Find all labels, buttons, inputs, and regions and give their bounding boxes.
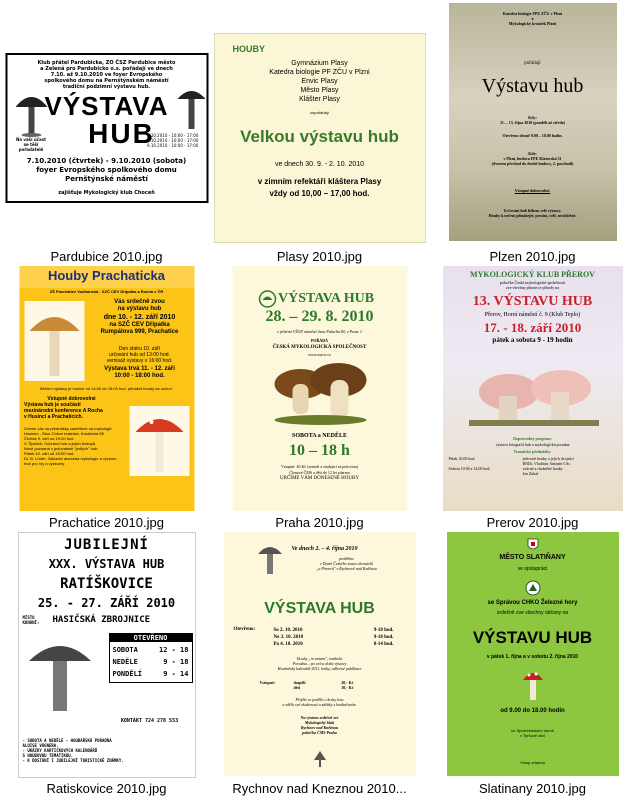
mushroom-drawing-icon xyxy=(24,301,84,381)
poster-prachatice[interactable] xyxy=(19,266,194,511)
poster-prerov[interactable] xyxy=(443,266,623,511)
poster-title: HUB xyxy=(88,118,155,149)
poster-date: dne 10. - 12. září 2010 xyxy=(103,314,176,321)
grid-cell-plasy[interactable] xyxy=(213,0,426,266)
poster-text: POŘÁDÁ xyxy=(310,338,329,343)
poster-slatinany[interactable] xyxy=(447,532,619,776)
poster-hours: 9 - 14 xyxy=(163,670,189,678)
poster-title: Výstavu hub xyxy=(481,75,584,97)
poster-text-line: spolkového domu na Pernštýnském náměstí xyxy=(44,78,169,84)
poster-text: jedovaté houby a jejich dvojníci xyxy=(522,456,574,461)
poster-text: Kdy: xyxy=(528,115,537,120)
poster-plzen[interactable] xyxy=(449,3,617,241)
poster-venue: v zimním refektáři kláštera Plasy xyxy=(257,177,382,186)
poster-text: Vstupné: 40 Kč (senioři a studující za polovinu) xyxy=(281,464,358,469)
poster-text: a xyxy=(531,16,534,21)
grid-cell-rychnov[interactable] xyxy=(213,532,426,798)
cms-logo-icon xyxy=(258,290,276,308)
poster-text: děti xyxy=(293,685,300,690)
mushroom-drawing-icon xyxy=(25,631,95,716)
poster-text: Členové ČMS a děti do 12 let zdarma xyxy=(289,470,350,475)
poster-rychnov[interactable] xyxy=(224,532,416,776)
poster-hours: 8.10.2010 - 10:00 - 17:00 xyxy=(147,138,199,143)
grid-cell-plzen[interactable] xyxy=(426,0,639,266)
poster-text: Otevřeno: xyxy=(233,627,256,632)
poster-venue: foyer Evropského spolkového domu xyxy=(36,166,177,174)
poster-organizer: Klášter Plasy xyxy=(299,96,340,103)
poster-hours: 8-14 hod. xyxy=(373,642,394,647)
image-caption[interactable]: Ratiskovice 2010.jpg xyxy=(46,781,167,796)
poster-text: Výstava hub je součástí xyxy=(24,402,81,408)
poster-title: Velkou výstavu hub xyxy=(240,127,399,146)
poster-organizer: Rychnov nad Kněžnou xyxy=(300,725,339,730)
poster-text: Husinec - Sbor Církve bratrské, Kostnická 85 xyxy=(24,431,104,436)
poster-text: V. Špaček: Ochrana hub a jejich biotopů. xyxy=(24,441,97,446)
poster-venue: Rumpálova 999, Prachatice xyxy=(100,329,179,335)
poster-venue: v přízemí VŠUP, náměstí Jana Palacha 80, v Praze 1 xyxy=(277,329,362,334)
image-caption[interactable]: Plzen 2010.jpg xyxy=(489,249,576,264)
poster-hours: pátek a sobota 9 - 19 hodin xyxy=(492,336,573,344)
poster-contact: KONTAKT 724 278 553 xyxy=(120,718,179,724)
poster-venue: na SZČ CEV Dřípatka xyxy=(109,322,170,328)
poster-text-line: tradiční podzimní výstavu hub. xyxy=(62,84,151,90)
poster-text: URČÍME VÁM DONESENÉ HOUBY xyxy=(280,476,359,481)
poster-text: KONÁNÍ: xyxy=(22,620,40,625)
image-caption[interactable]: Plasy 2010.jpg xyxy=(276,249,363,264)
poster-text: Výstava trvá 11. - 12. září xyxy=(104,366,175,372)
poster-text: Určování hub během celé výstavy. xyxy=(503,208,562,213)
poster-text: uspořádají xyxy=(310,110,329,115)
poster-text: www.myco.cz xyxy=(308,352,331,357)
poster-text: vzácné a chráněné houby xyxy=(522,466,563,471)
poster-text: Vstupné dobrovolné xyxy=(47,396,96,402)
mushroom-drawing-icon xyxy=(129,406,189,476)
mushroom-photo-icon xyxy=(469,366,599,426)
poster-text: Tematické přednášky: xyxy=(513,449,552,454)
poster-organizer: zajišťuje Mykologický klub Choceň xyxy=(58,190,155,196)
poster-date: Ve dnech 2. – 4. října 2010 xyxy=(291,546,358,552)
poster-day: PONDĚLÍ xyxy=(112,670,143,678)
poster-day: NEDĚLE xyxy=(112,658,138,666)
poster-text: Houbařský kalendář 2011, knihy, odborné publikace xyxy=(277,666,362,671)
image-caption[interactable]: Rychnov nad Kneznou 2010... xyxy=(232,781,407,796)
poster-title: VÝSTAVA HUB xyxy=(278,291,375,306)
poster-organizer: se Správou CHKO Železné hory xyxy=(487,600,578,606)
poster-text: Dr. B. Lüder: Základní abeceda mykologie a výzkum hub pro hry a výzkumy. xyxy=(24,456,117,466)
poster-text: proběhne xyxy=(339,556,354,561)
mushroom-photo-icon xyxy=(521,668,545,702)
poster-title: VÝSTAVA HUB xyxy=(264,600,375,617)
tree-emblem-icon xyxy=(312,750,328,768)
poster-text: srdečně zve všechny občany na xyxy=(496,610,569,616)
poster-text: v Husinci a Prachaticích. xyxy=(24,414,83,420)
poster-date: 7.10.2010 (čtvrtek) - 9.10.2010 (sobota) xyxy=(26,157,187,165)
poster-hours: od 9.00 do 18.00 hodin xyxy=(500,708,565,714)
poster-hours: 9-18 hod. xyxy=(373,628,394,633)
poster-hours-header: OTEVŘENO xyxy=(110,634,192,642)
town-crest-icon xyxy=(527,538,539,552)
poster-text: - SOBOTA A NEDĚLE - HOUBAŘSKÁ PORADNA xyxy=(22,738,112,743)
poster-title: XXX. VÝSTAVA HUB xyxy=(48,557,165,571)
poster-text: Vás srdečně zvou xyxy=(114,299,165,305)
poster-text: 10,- Kč xyxy=(341,685,354,690)
poster-text: mezinárodní konference A Rocha xyxy=(24,408,103,414)
image-caption[interactable]: Prachatice 2010.jpg xyxy=(49,515,164,530)
poster-text: Jan Zukal xyxy=(522,471,539,476)
poster-venue: v Tyršově ulici xyxy=(519,733,546,738)
poster-hours: 10:00 - 18:00 hod. xyxy=(114,373,165,379)
grid-cell-ratiskovice[interactable] xyxy=(0,532,213,798)
poster-text: a sdělit své zkušenosti a zážitky s houbařením. xyxy=(282,702,357,707)
grid-cell-prerov[interactable] xyxy=(426,266,639,532)
poster-text: Den sběru 10. září xyxy=(118,346,161,352)
poster-venue: „u Pirnerů" v Rychnově nad Kněžnou xyxy=(316,566,377,571)
poster-organizer: Mykologický kroužek Plzeň xyxy=(508,21,557,26)
mushroom-drawing-icon xyxy=(256,542,284,576)
poster-text: pořádají xyxy=(524,61,541,66)
poster-hours: 9.10.2010 - 10:00 - 17:00 xyxy=(147,143,199,148)
poster-text: Pátek 10. září od 19:00 hod. xyxy=(24,451,75,456)
poster-text-line: a Zelená pro Pardubicko o.s. pořádají ve dnech xyxy=(40,66,173,72)
poster-text: Během výstavy je možné od 14:00 do 18:00 hod. přinášet houby na určení. xyxy=(40,386,173,391)
poster-text: RNDr. Vladimír Antonín CSc. xyxy=(522,461,571,466)
poster-organizer: MĚSTO SLATIŇANY xyxy=(499,554,566,561)
poster-venue: Pernštýnské náměstí xyxy=(65,175,148,183)
poster-text: Poradna – po celou dobu výstavy xyxy=(292,661,347,666)
poster-hours: 10 – 18 h xyxy=(289,442,350,459)
poster-title: RATÍŠKOVICE xyxy=(60,576,153,592)
poster-day: SOBOTA xyxy=(112,646,138,654)
poster-text: S HOUBOVOU TEMATIKOU. xyxy=(22,753,74,758)
poster-hours: 12 - 18 xyxy=(158,646,189,654)
poster-hours: vždy od 10,00 – 17,00 hod. xyxy=(269,189,370,198)
poster-date: Ne 3. 10. 2010 xyxy=(273,635,304,640)
poster-date: 28. – 29. 8. 2010 xyxy=(265,308,374,325)
poster-text: dospělí xyxy=(293,680,306,685)
image-caption[interactable]: Prerov 2010.jpg xyxy=(486,515,579,530)
poster-text: Vstup zdarma xyxy=(520,760,545,765)
grid-cell-slatinany[interactable] xyxy=(426,532,639,798)
poster-text: ve spolupráci xyxy=(517,566,548,572)
mushroom-photo-icon xyxy=(272,360,368,426)
grid-cell-pardubice[interactable] xyxy=(0,0,213,266)
poster-venue: v Plzni, budova FPE Klatovská 51 xyxy=(503,156,562,161)
poster-text: na výstavu hub xyxy=(117,306,162,312)
poster-ratiskovice[interactable] xyxy=(18,532,196,778)
poster-text: Nově poznaná v jedovatosti "jedlých" hub. xyxy=(24,446,99,451)
poster-hours: 7.10.2010 - 10:00 - 17:00 xyxy=(147,133,199,138)
poster-text: vernisáž výstavy v 16:00 hod. xyxy=(106,358,173,364)
poster-text: Vstupné: xyxy=(259,680,276,685)
poster-organizer: MYKOLOGICKÝ KLUB PŘEROV xyxy=(470,270,595,279)
poster-title: JUBILEJNÍ xyxy=(64,537,149,553)
poster-text: Houby „in natura", tombola xyxy=(296,656,343,661)
poster-venue: v Domě Českého svazu chovatelů xyxy=(319,561,374,566)
poster-organizer: Město Plasy xyxy=(300,87,339,94)
poster-pardubice[interactable] xyxy=(5,53,208,203)
poster-text: Vstupné dobrovolné. xyxy=(514,188,551,193)
poster-text: Přijďte se podělit o krásy lesa xyxy=(295,697,344,702)
poster-hours: 9 - 18 xyxy=(163,658,189,666)
poster-text: - K DOSTÁNÍ I JUBILEJNÍ TURISTICKÉ ZNÁMKY. xyxy=(22,758,124,763)
poster-title: VÝSTAVA xyxy=(44,91,169,121)
poster-title: 13. VÝSTAVU HUB xyxy=(472,294,593,309)
poster-venue: HASIČSKÁ ZBROJNICE xyxy=(52,615,151,625)
poster-organizer: ZŠ Prachatice Vodňanská - SZČ CEV Dřípatka a Rocha v ČR xyxy=(49,289,164,294)
poster-text: Zveme vás na přednášky zaměřené na mykologii: xyxy=(24,426,113,431)
poster-organizer: Envic Plasy xyxy=(301,78,338,85)
poster-text: Houby k určení přinášejte, prosím, celé, neočištěné. xyxy=(488,213,577,218)
poster-organizer: ČESKÁ MYKOLOGICKÁ SPOLEČNOST xyxy=(272,345,367,350)
poster-organizer: Mykologický klub xyxy=(304,720,335,725)
poster-text: - UKÁZKY KARTIČKOVÝCH KALENDÁŘŮ xyxy=(22,748,98,753)
poster-hours: 9-18 hod. xyxy=(373,635,394,640)
poster-text: výstava fotografií hub a mykologická poradna xyxy=(495,442,570,447)
poster-venue: Přerov, Horní náměstí č. 9 (Klub Teplo) xyxy=(484,312,581,318)
poster-title: VÝSTAVU HUB xyxy=(472,628,593,647)
poster-date: Po 4. 10. 2010 xyxy=(273,642,303,647)
poster-heading: HOUBY xyxy=(232,44,266,54)
poster-text: zve všechny příznivce přírody na xyxy=(505,285,560,290)
poster-title: Houby Prachaticka xyxy=(47,268,166,283)
poster-text: Na vaší účast se těší pořadatelé xyxy=(15,137,47,152)
poster-date: v pátek 1. října a v sobotu 2. října 2010 xyxy=(486,654,579,660)
poster-date: 11. – 13. října 2010 (pondělí až středa) xyxy=(500,120,565,125)
poster-text: určování hub od 13:00 hod. xyxy=(109,352,170,358)
grid-cell-praha[interactable] xyxy=(213,266,426,532)
poster-text: Doprovodný program: xyxy=(513,436,552,441)
image-caption[interactable]: Praha 2010.jpg xyxy=(275,515,364,530)
poster-text: MÍSTO xyxy=(22,615,35,620)
poster-plasy[interactable] xyxy=(214,33,426,243)
poster-text-line: 7.10. až 9.10.2010 ve foyer Evropského xyxy=(50,72,163,78)
grid-cell-prachatice[interactable] xyxy=(0,266,213,532)
poster-text: Kde: xyxy=(528,151,537,156)
poster-date: So 2. 10. 2010 xyxy=(273,628,303,633)
poster-venue: (dvorem přechod do druhé budovy, 2. poschodí) xyxy=(491,161,574,166)
poster-text: 20,- Kč xyxy=(341,680,354,685)
poster-date: 17. - 18. září 2010 xyxy=(483,320,582,335)
poster-organizer: Katedra biologie PF ZČU v Plzni xyxy=(269,69,370,76)
poster-text: pobočka České mykologické společnosti xyxy=(499,280,566,285)
poster-text: SOBOTA a NEDĚLE xyxy=(292,433,347,439)
poster-hours: Otevřeno denně 9.00 – 18.00 hodin. xyxy=(502,133,563,138)
poster-text: ALOISE VÁGNERA. xyxy=(22,743,59,748)
image-caption[interactable]: Pardubice 2010.jpg xyxy=(50,249,163,264)
poster-praha[interactable] xyxy=(232,266,407,511)
poster-text: Čtvrtek 9. září od 19:00 hod. xyxy=(24,436,75,441)
poster-organizer: Katedra biologie FPE ZČU v Plzni xyxy=(502,11,563,16)
chko-logo-icon xyxy=(525,580,541,596)
poster-venue: ve Společenském domě xyxy=(511,728,554,733)
poster-text: Na výstavu srdečně zve xyxy=(300,715,339,720)
poster-organizer: pobočka ČMS Praha xyxy=(302,730,337,735)
poster-text: Sobota 10.00 a 14.00 hod. xyxy=(448,466,491,471)
image-caption[interactable]: Slatinany 2010.jpg xyxy=(479,781,586,796)
poster-text: Pátek 16.00 hod. xyxy=(448,456,476,461)
poster-date: ve dnech 30. 9. - 2. 10. 2010 xyxy=(274,161,365,168)
poster-organizer: Gymnázium Plasy xyxy=(291,60,348,67)
poster-date: 25. - 27. ZÁŘÍ 2010 xyxy=(37,596,176,610)
poster-text-line: Klub přátel Pardubicka, ZO ČSZ Pardubice město xyxy=(37,60,176,66)
